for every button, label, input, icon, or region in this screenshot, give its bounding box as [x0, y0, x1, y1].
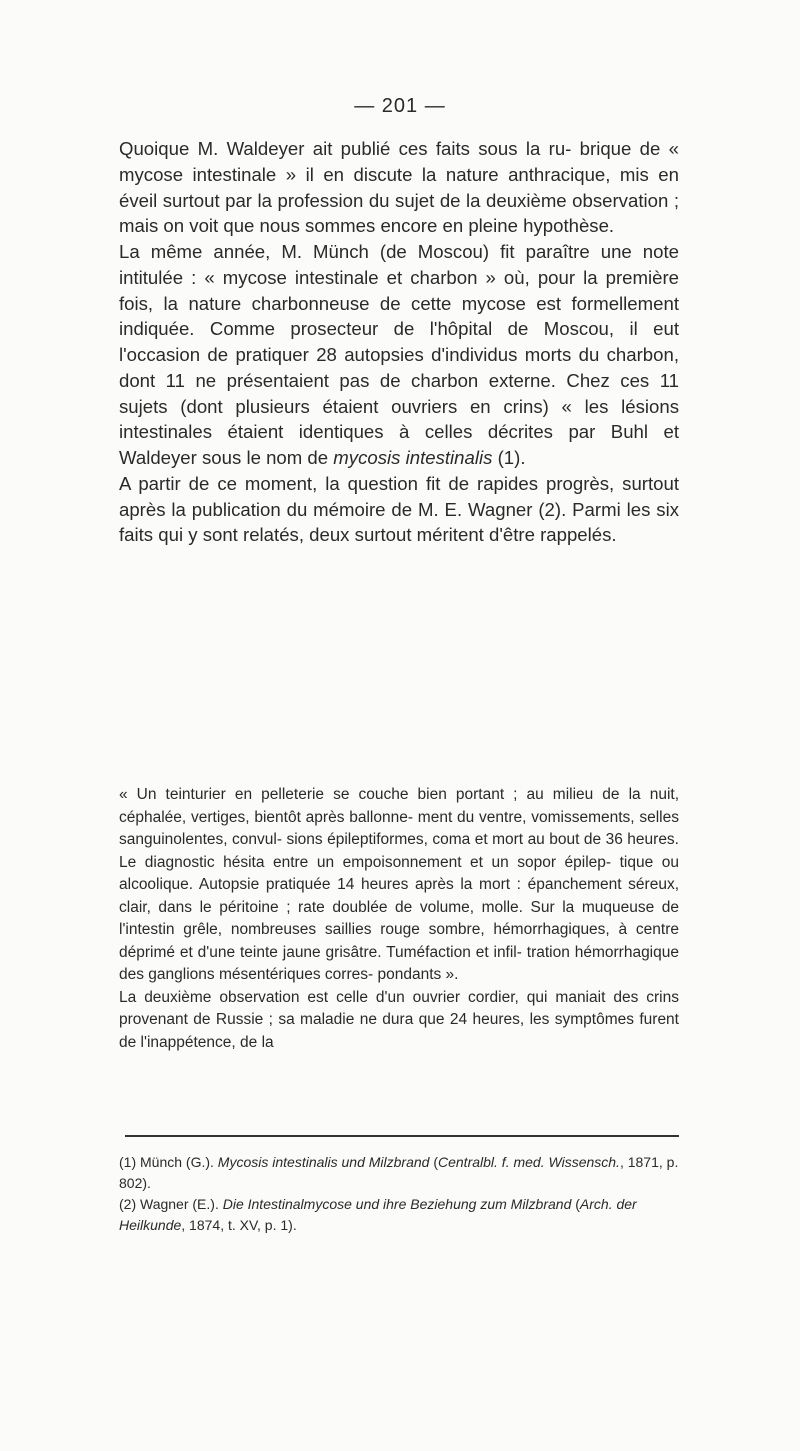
quote-paragraph: La deuxième observation est celle d'un ouvrier cordier, qui maniait des crins provenant de Russie ; sa maladie ne dura que 24 heures, les symptômes furent de l'inappétence, de la	[119, 988, 679, 1051]
footnote-ref: (1).	[492, 447, 526, 468]
footnote-author: (1) Münch (G.).	[119, 1154, 218, 1170]
quote-paragraph: « Un teinturier en pelleterie se couche bien portant ; au milieu de la nuit, céphalée, vertiges, bientôt après ballonne- ment du ventre, vomissements, selles sanguinolentes, convul- sions épileptiformes, coma et mort au bout de 36 heures. Le diagnostic hésita entre un empoisonnement et un sopor épilep- tique ou alcoolique. Autopsie pratiquée 14 heures après la mort : épanchement séreux, clair, dans le péritoine ; rate doublée de volume, molle. Sur la muqueuse de l'intestin grêle, nombreuses saillies rouge sombre, hémorrhagiques, à centre déprimé et d'une teinte jaune grisâtre. Tuméfaction et infil- tration hémorrhagique des ganglions mésentériques corres- pondants ».	[119, 786, 679, 983]
case-report-quote	[119, 784, 679, 1054]
footnote-1	[119, 1152, 679, 1194]
footnote-journal: Centralbl. f. med. Wissensch.	[438, 1154, 620, 1170]
body-text	[119, 136, 679, 548]
body-paragraph: Quoique M. Waldeyer ait publié ces faits sous la ru- brique de « mycose intestinale » il en discute la nature anthracique, mis en éveil surtout par la profession du sujet de la deuxième observation ; mais on voit que nous sommes encore en pleine hypothèse.	[119, 138, 679, 237]
page-number: — 201 —	[354, 95, 446, 117]
footnote-sep: (	[571, 1196, 580, 1212]
footnote-sep: (	[429, 1154, 438, 1170]
body-paragraph	[119, 239, 679, 471]
body-paragraph: A partir de ce moment, la question fit de rapides progrès, surtout après la publication du mémoire de M. E. Wagner (2). Parmi les six faits qui y sont relatés, deux surtout méritent d'être rappelés.	[119, 472, 679, 546]
footnote-journal: Arch. der Heilkunde	[119, 1196, 637, 1233]
footnote-title: Die Intestinalmycose und ihre Beziehung zum Milzbrand	[222, 1196, 572, 1212]
footnotes	[119, 1152, 679, 1236]
footnote-divider	[125, 1135, 679, 1137]
footnote-2	[119, 1194, 679, 1236]
body-text-span: La même année, M. Münch (de Moscou) fit paraître une note intitulée : « mycose intestinale et charbon » où, pour la première fois, la nature charbonneuse de cette mycose est formellement indiquée. Comme prosecteur de l'hôpital de Moscou, il eut l'occasion de pratiquer 28 autopsies d'individus morts du charbon, dont 11 ne présentaient pas de charbon externe. Chez ces 11 sujets (dont plusieurs étaient ouvriers en crins) « les lésions intestinales étaient identiques à celles décrites par Buhl et Waldeyer sous le nom de	[119, 241, 679, 468]
footnote-title: Mycosis intestinalis und Milzbrand	[217, 1154, 430, 1170]
footnote-citation: , 1874, t. XV, p. 1).	[181, 1217, 297, 1233]
latin-term: mycosis intestinalis	[333, 447, 493, 468]
footnote-author: (2) Wagner (E.).	[119, 1196, 223, 1212]
footnote-citation: , 1871, p. 802).	[119, 1154, 679, 1191]
